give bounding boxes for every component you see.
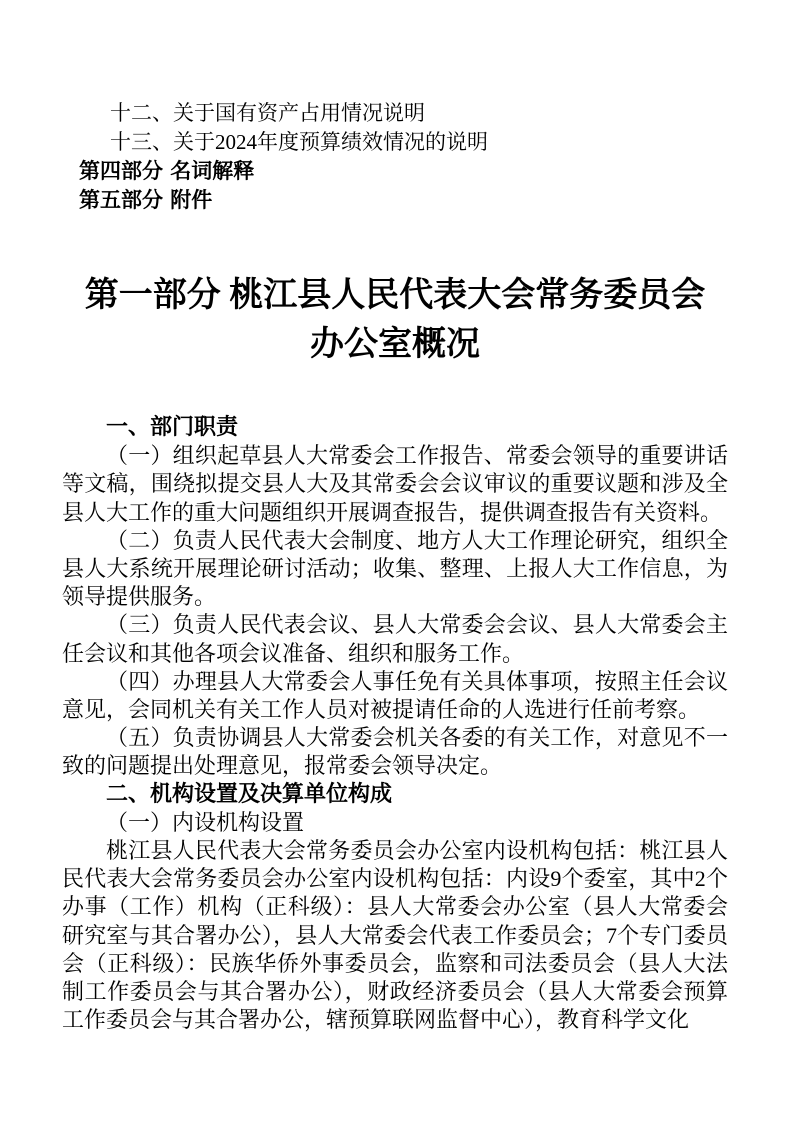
- paragraph: （三）负责人民代表会议、县人大常委会会议、县人大常委会主任会议和其他各项会议准备、组织和服务工作。: [62, 612, 728, 666]
- document-body: [62, 414, 728, 1034]
- toc-item: 十三、关于2024年度预算绩效情况的说明: [110, 130, 488, 154]
- part-title-line-1: 第一部分 桃江县人民代表大会常务委员会: [84, 277, 706, 314]
- paragraph: （二）负责人民代表大会制度、地方人大工作理论研究，组织全县人大系统开展理论研讨活动；收集、整理、上报人大工作信息，为领导提供服务。: [62, 527, 728, 610]
- toc-part-heading: 第四部分 名词解释: [79, 159, 255, 183]
- toc-item: 十二、关于国有资产占用情况说明: [110, 101, 425, 125]
- paragraph: （四）办理县人大常委会人事任免有关具体事项，按照主任会议意见，会同机关有关工作人员对被提请任命的人选进行任前考察。: [62, 668, 728, 723]
- paragraph: （一）组织起草县人大常委会工作报告、常委会领导的重要讲话等文稿，围绕拟提交县人大及其常委会会议审议的重要议题和涉及全县人大工作的重大问题组织开展调查报告，提供调查报告有关资料。: [62, 443, 728, 525]
- part-title: [62, 271, 728, 369]
- part-title-line-2: 办公室概况: [310, 326, 480, 363]
- section-heading: 二、机构设置及决算单位构成: [106, 781, 393, 807]
- section-heading: 一、部门职责: [106, 415, 239, 440]
- sub-heading: （一）内设机构设置: [106, 809, 305, 835]
- paragraph: 桃江县人民代表大会常务委员会办公室内设机构包括：桃江县人民代表大会常务委员会办公室内设机构包括：内设9个委室，其中2个办事（工作）机构（正科级）：县人大常委会办公室（县人大常委会研究室与其合署办公），县人大常委会代表工作委员会；7个专门委员会（正科级）：民族华侨外事委员会，监察和司法委员会（县人大法制工作委员会与其合署办公），财政经济委员会（县人大常委会预算工作委员会与其合署办公，辖预算联网监督中心），教育科学文化: [62, 838, 728, 1033]
- toc-continuation: [62, 99, 728, 215]
- paragraph: （五）负责协调县人大常委会机关各委的有关工作，对意见不一致的问题提出处理意见，报常委会领导决定。: [62, 725, 728, 779]
- toc-part-heading: 第五部分 附件: [79, 188, 213, 212]
